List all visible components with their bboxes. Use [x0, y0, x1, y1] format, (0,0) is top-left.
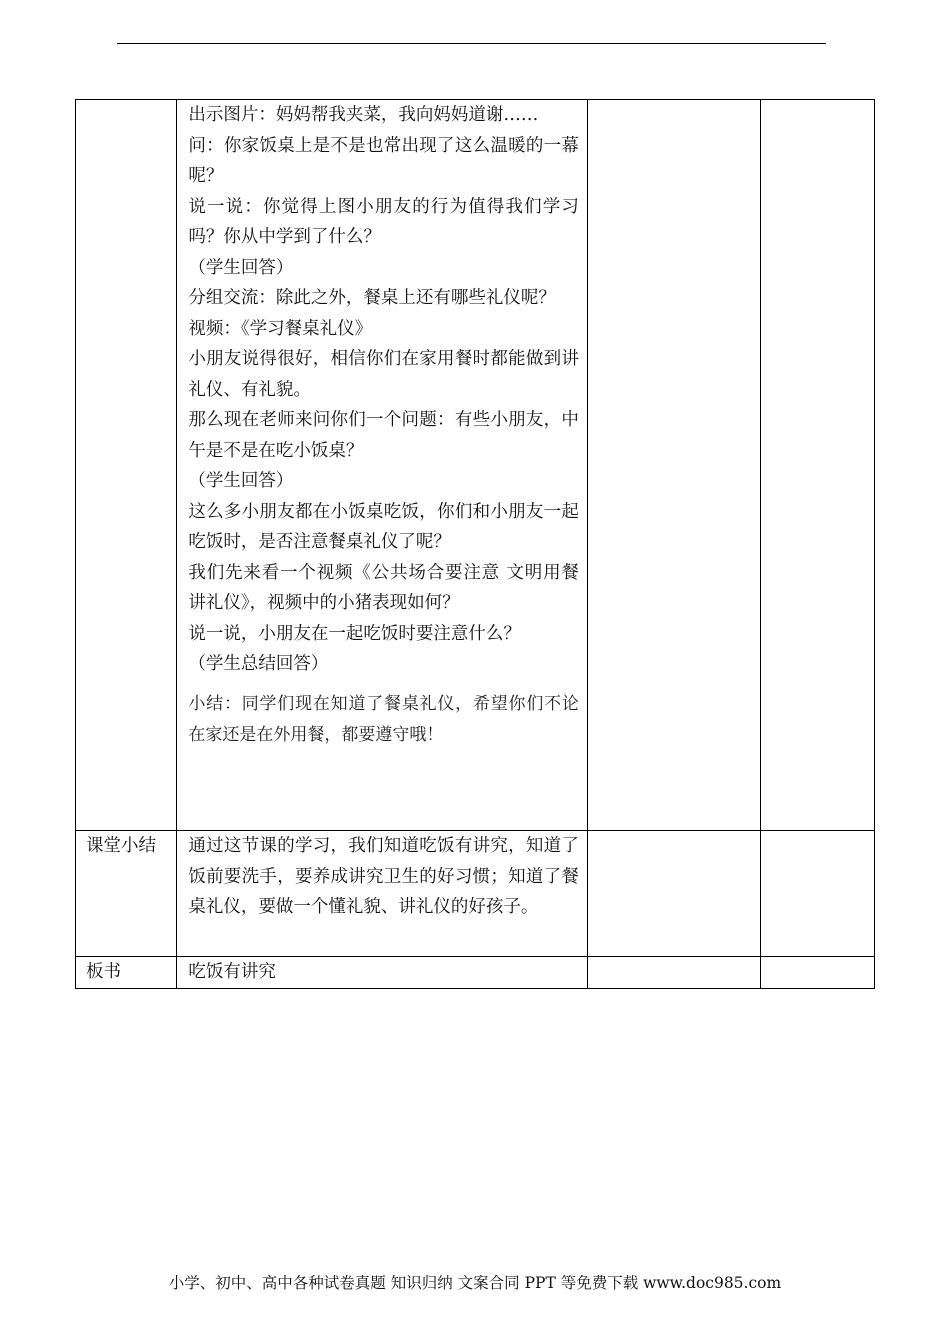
paragraph: 这么多小朋友都在小饭桌吃饭，你们和小朋友一起吃饭时，是否注意餐桌礼仪了呢？	[188, 501, 579, 552]
paragraph: 说一说，小朋友在一起吃饭时要注意什么？	[188, 623, 521, 644]
paragraph: 说一说：你觉得上图小朋友的行为值得我们学习吗？你从中学到了什么？	[188, 196, 579, 247]
row-label-activity	[76, 100, 177, 831]
header-rule	[117, 43, 826, 44]
paragraph: （学生回答）	[188, 471, 294, 491]
paragraph: 吃饭有讲究	[188, 962, 276, 982]
paragraph: 问：你家饭桌上是不是也常出现了这么温暖的一幕呢？	[188, 135, 579, 186]
row-content-activity	[177, 100, 588, 831]
empty-cell	[587, 100, 760, 831]
row-label-class-summary: 课堂小结	[76, 831, 177, 957]
paragraph: 小朋友说得很好，相信你们在家用餐时都能做到讲礼仪、有礼貌。	[188, 349, 579, 400]
paragraph: 我们先来看一个视频《公共场合要注意 文明用餐讲礼仪》，视频中的小猪表现如何？	[188, 562, 579, 613]
table-row-blackboard	[76, 957, 875, 989]
summary-paragraph: 小结：同学们现在知道了餐桌礼仪，希望你们不论在家还是在外用餐，都要遵守哦！	[188, 693, 579, 745]
empty-cell	[760, 957, 874, 989]
empty-cell	[760, 100, 874, 831]
paragraph: 出示图片：妈妈帮我夹菜，我向妈妈道谢……	[188, 105, 539, 125]
paragraph: 通过这节课的学习，我们知道吃饭有讲究，知道了饭前要洗手，要养成讲究卫生的好习惯；知道了餐桌礼仪，要做一个懂礼貌、讲礼仪的好孩子。	[188, 836, 579, 917]
table-row-activity	[76, 100, 875, 831]
page-footer: 小学、初中、高中各种试卷真题 知识归纳 文案合同 PPT 等免费下载 www.doc985.com	[168, 1274, 782, 1292]
paragraph: 那么现在老师来问你们一个问题：有些小朋友，中午是不是在吃小饭桌？	[188, 410, 579, 461]
empty-cell	[587, 831, 760, 957]
row-label-blackboard: 板书	[76, 957, 177, 989]
lesson-plan-table	[75, 99, 875, 989]
row-content-blackboard	[177, 957, 588, 989]
row-content-class-summary	[177, 831, 588, 957]
paragraph: （学生总结回答）	[188, 654, 329, 674]
paragraph: 视频：《学习餐桌礼仪》	[188, 318, 373, 339]
empty-cell	[760, 831, 874, 957]
paragraph: （学生回答）	[188, 257, 294, 278]
table-row-class-summary	[76, 831, 875, 957]
empty-cell	[587, 957, 760, 989]
paragraph: 分组交流：除此之外，餐桌上还有哪些礼仪呢？	[188, 288, 556, 308]
